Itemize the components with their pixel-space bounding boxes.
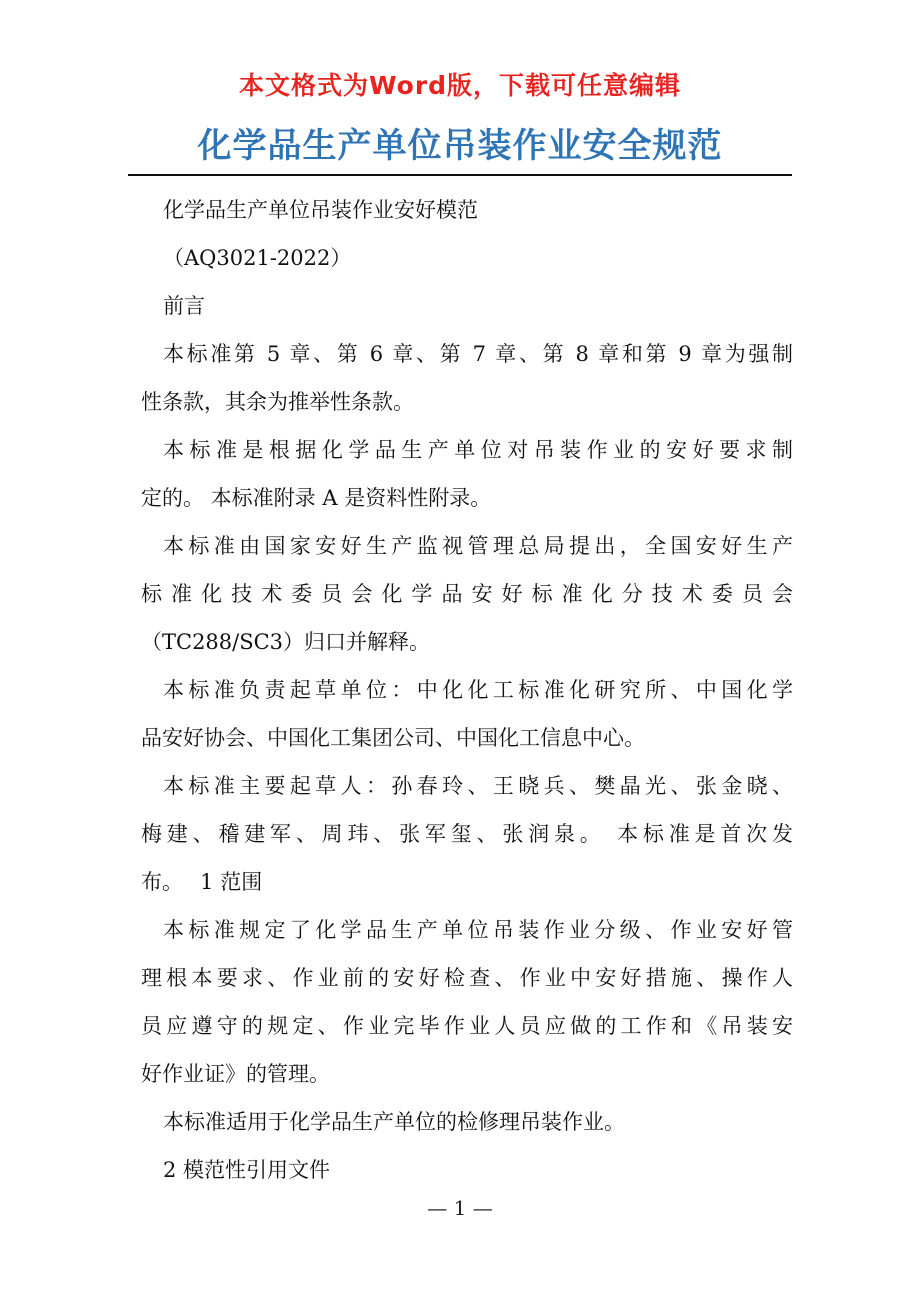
paragraph-foreword-heading	[141, 282, 793, 330]
text-line: 品安好协会、中国化工集团公司、中国化工信息中心。	[141, 726, 645, 750]
text-line: 布。 1 范围	[141, 870, 263, 894]
text-line: 化学品生产单位吊装作业安好模范	[163, 198, 478, 222]
paragraph-drafting-units	[141, 666, 793, 762]
text-line: 前言	[163, 294, 205, 318]
text-line: 员应遵守的规定、作业完毕作业人员应做的工作和《吊装安	[141, 1014, 793, 1038]
page-number: — 1 —	[427, 1196, 493, 1220]
text-line: 好作业证》的管理。	[141, 1062, 330, 1086]
paragraph-applicability	[141, 1098, 793, 1146]
text-line: 本标准规定了化学品生产单位吊装作业分级、作业安好管	[163, 918, 793, 942]
paragraph-scope	[141, 906, 793, 1098]
paragraph-drafters	[141, 762, 793, 906]
paragraph-standard-name	[141, 186, 793, 234]
text-line: 定的。 本标准附录 A 是资料性附录。	[141, 486, 492, 510]
text-line: 标准化技术委员会化学品安好标准化分技术委员会	[141, 582, 793, 606]
text-line: 本标准负责起草单位：中化化工标准化研究所、中国化学	[163, 678, 793, 702]
text-line: 2 模范性引用文件	[163, 1158, 331, 1182]
download-notice: 本文格式为Word版，下载可任意编辑	[238, 71, 682, 100]
paragraph-mandatory-clauses	[141, 330, 793, 426]
document-body	[141, 186, 793, 1194]
text-line: 本标准由国家安好生产监视管理总局提出，全国安好生产	[163, 534, 793, 558]
text-line: 本标准适用于化学品生产单位的检修理吊装作业。	[163, 1110, 625, 1134]
title-divider	[128, 174, 792, 176]
text-line: 理根本要求、作业前的安好检查、作业中安好措施、操作人	[141, 966, 793, 990]
text-line: 梅建、稽建军、周玮、张军玺、张润泉。 本标准是首次发	[141, 822, 793, 846]
document-title: 化学品生产单位吊装作业安全规范	[197, 126, 723, 166]
text-line: （TC288/SC3）归口并解释。	[141, 630, 431, 654]
paragraph-proposer	[141, 522, 793, 666]
text-line: 本标准主要起草人：孙春玲、王晓兵、樊晶光、张金晓、	[163, 774, 793, 798]
text-line: 性条款，其余为推举性条款。	[141, 390, 414, 414]
text-line: 本标准第 5 章、第 6 章、第 7 章、第 8 章和第 9 章为强制	[163, 342, 793, 366]
text-line: 本标准是根据化学品生产单位对吊装作业的安好要求制	[163, 438, 793, 462]
text-line: （AQ3021-2022）	[163, 246, 352, 270]
paragraph-basis	[141, 426, 793, 522]
section-heading-normative-references	[141, 1146, 793, 1194]
paragraph-standard-code	[141, 234, 793, 282]
